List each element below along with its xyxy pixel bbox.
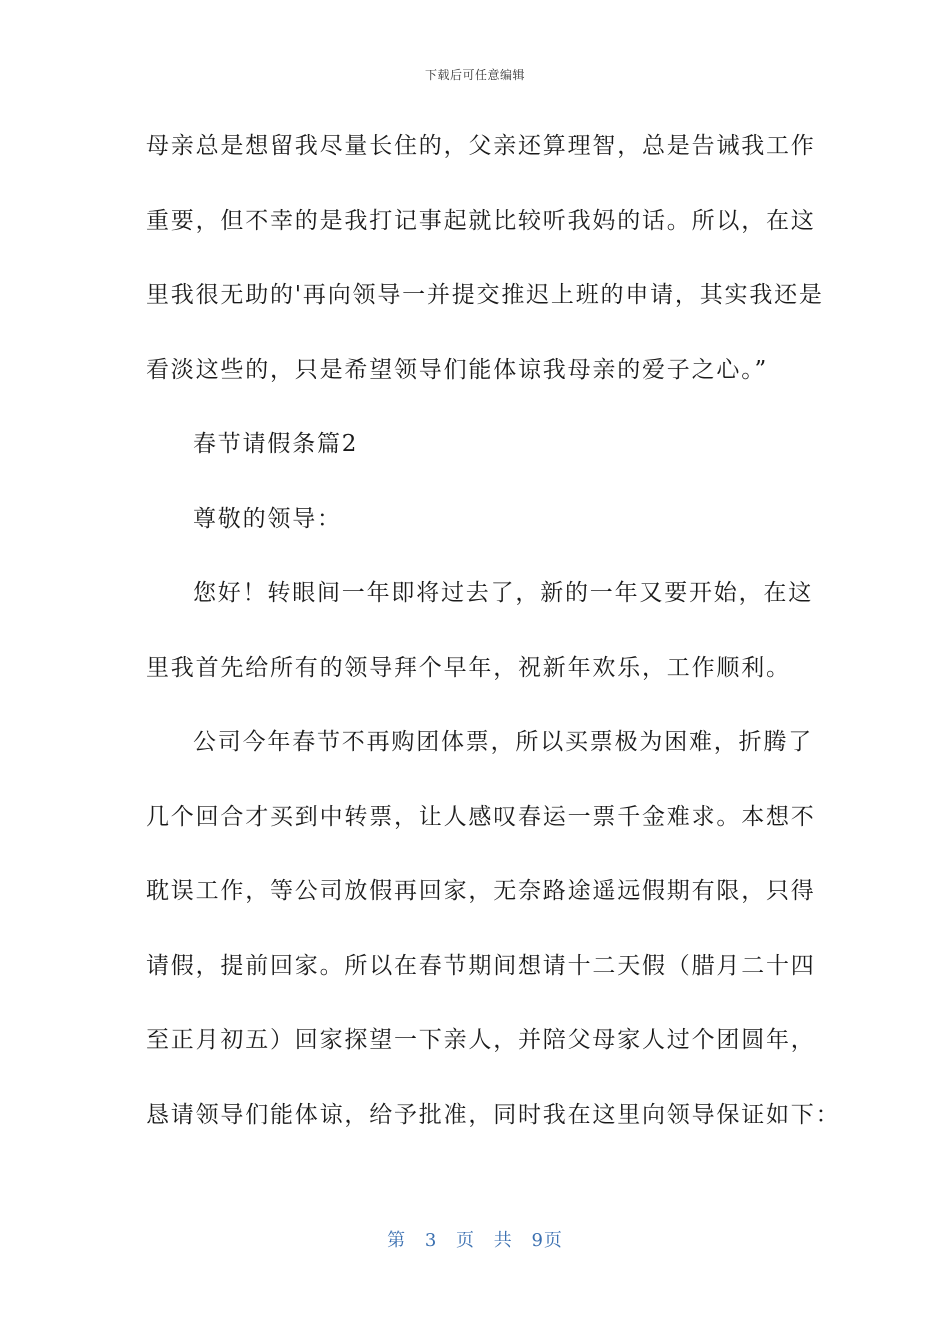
page-unit: 页	[456, 1230, 475, 1251]
paragraph-line: 里我很无助的'再向领导一并提交推迟上班的申请，其实我还是	[146, 282, 824, 308]
paragraph-line: 公司今年春节不再购团体票，所以买票极为困难，折腾了	[193, 729, 813, 755]
paragraph-line: 母亲总是想留我尽量长住的，父亲还算理智，总是告诫我工作	[146, 133, 816, 159]
section-title: 春节请假条篇2	[193, 431, 359, 457]
paragraph-line: 看淡这些的，只是希望领导们能体谅我母亲的爱子之心。”	[146, 356, 769, 383]
current-page-number: 3	[424, 1230, 438, 1251]
paragraph-line: 几个回合才买到中转票，让人感叹春运一票千金难求。本想不	[146, 803, 816, 830]
paragraph-line: 里我首先给所有的领导拜个早年，祝新年欢乐，工作顺利。	[146, 654, 791, 681]
total-pages: 9页	[531, 1230, 563, 1251]
paragraph-line: 您好！转眼间一年即将过去了，新的一年又要开始，在这	[193, 580, 813, 606]
paragraph-line: 恳请领导们能体谅，给予批准，同时我在这里向领导保证如下：	[146, 1101, 841, 1128]
salutation: 尊敬的领导：	[193, 505, 342, 532]
page-header-note: 下载后可任意编辑	[424, 68, 525, 82]
total-prefix: 共	[493, 1230, 513, 1251]
paragraph-line: 耽误工作，等公司放假再回家，无奈路途遥远假期有限，只得	[146, 878, 816, 904]
page-prefix: 第	[387, 1230, 407, 1251]
paragraph-line: 请假，提前回家。所以在春节期间想请十二天假（腊月二十四	[146, 952, 816, 979]
paragraph-line: 至正月初五）回家探望一下亲人，并陪父母家人过个团圆年，	[146, 1027, 816, 1053]
document-body	[146, 124, 841, 1167]
page-number-footer	[0, 1226, 950, 1252]
paragraph-line: 重要，但不幸的是我打记事起就比较听我妈的话。所以，在这	[146, 207, 816, 234]
